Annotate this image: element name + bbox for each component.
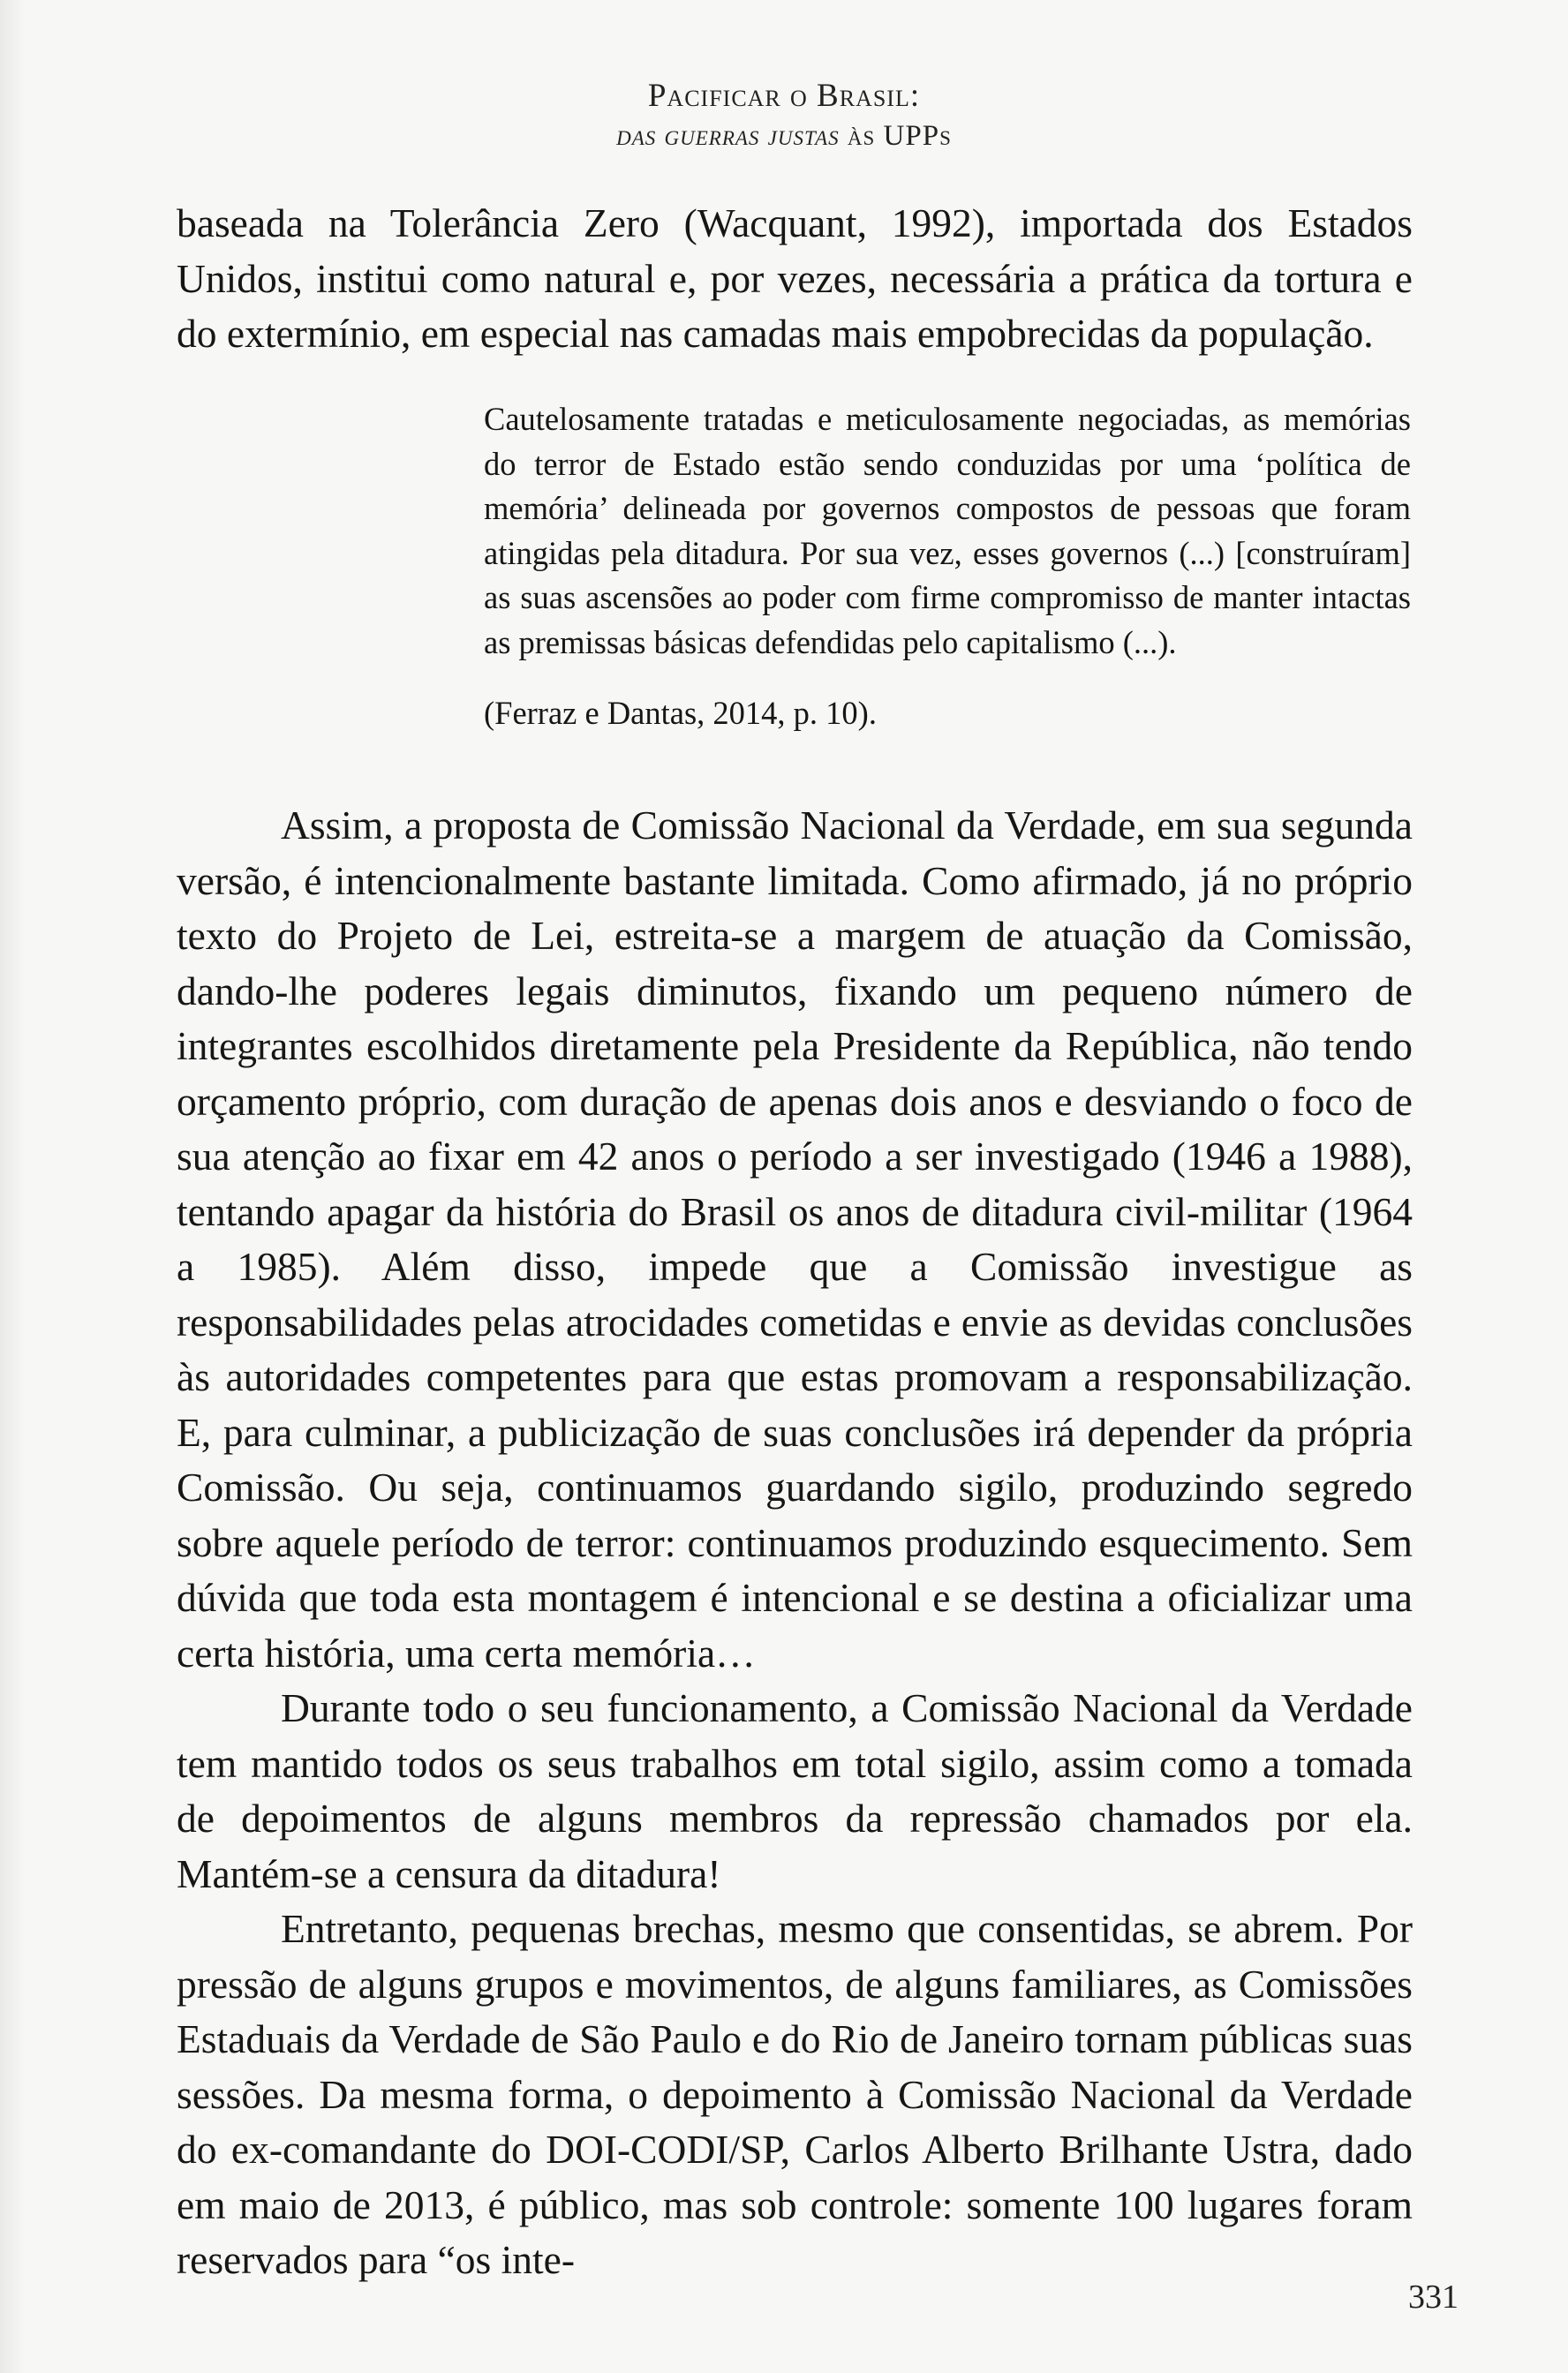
paragraph-continued-block [177, 196, 1413, 362]
main-text-block [177, 798, 1413, 2288]
block-quote [484, 397, 1411, 736]
running-head-subtitle [0, 117, 1568, 155]
page-edge-shadow [0, 0, 25, 2373]
paragraph-commission-proposal: Assim, a proposta de Comissão Nacional da Verdade, em sua segunda versão, é intencionalmente bastante limitada. Como afirmado, já no próprio texto do Projeto de Lei, estreita-se a margem de atuação da Comissão, dando-lhe poderes legais diminutos, fixando um pequeno número de integrantes escolhidos diretamente pela Presidente da República, não tendo orçamento próprio, com duração de apenas dois anos e desviando o foco de sua atenção ao fixar em 42 anos o período a ser investigado (1946 a 1988), tentando apagar da história do Brasil os anos de ditadura civil-militar (1964 a 1985). Além disso, impede que a Comissão investigue as responsabilidades pelas atrocidades cometidas e envie as devidas conclusões às autoridades competentes para que estas promovam a responsabilização. E, para culminar, a publicização de suas conclusões irá depender da própria Comissão. Ou seja, continuamos guardando sigilo, produzindo segredo sobre aquele período de terror: continuamos produzindo esquecimento. Sem dúvida que toda esta montagem é intencional e se destina a oficializar uma certa história, uma certa memória… [177, 802, 1413, 1676]
paragraph-small-breaches: Entretanto, pequenas brechas, mesmo que consentidas, se abrem. Por pressão de alguns grupos e movimentos, de alguns familiares, as Comissões Estaduais da Verdade de São Paulo e do Rio de Janeiro tornam públicas suas sessões. Da mesma forma, o depoimento à Comissão Nacional da Verdade do ex-comandante do DOI-CODI/SP, Carlos Alberto Brilhante Ustra, dado em maio de 2013, é público, mas sob controle: somente 100 lugares foram reservados para “os inte- [177, 1906, 1413, 2282]
paragraph-continued: baseada na Tolerância Zero (Wacquant, 1992), importada dos Estados Unidos, institui como natural e, por vezes, necessária a prática da tortura e do extermínio, em especial nas camadas mais empobrecidas da população. [177, 200, 1413, 356]
running-head-subtitle-rest: às UPPs [839, 120, 952, 152]
page-number: 331 [1408, 2279, 1459, 2316]
paragraph-commission-secrecy: Durante todo o seu funcionamento, a Comissão Nacional da Verdade tem mantido todos os seus trabalhos em total sigilo, assim como a tomada de depoimentos de alguns membros da repressão chamados por ela. Mantém-se a censura da ditadura! [177, 1685, 1413, 1896]
running-head [0, 76, 1568, 155]
block-quote-citation: (Ferraz e Dantas, 2014, p. 10). [484, 695, 877, 731]
running-head-subtitle-italic: das guerras justas [616, 120, 840, 152]
block-quote-text: Cautelosamente tratadas e meticulosamente negociadas, as memórias do terror de Estado estão sendo conduzidas por uma ‘política de memória’ delineada por governos compostos de pessoas que foram atingidas pela ditadura. Por sua vez, esses governos (...) [construíram] as suas ascensões ao poder com firme compromisso de manter intactas as premissas básicas defendidas pelo capitalismo (...). [484, 401, 1411, 660]
running-head-title: Pacificar o Brasil: [647, 78, 921, 114]
